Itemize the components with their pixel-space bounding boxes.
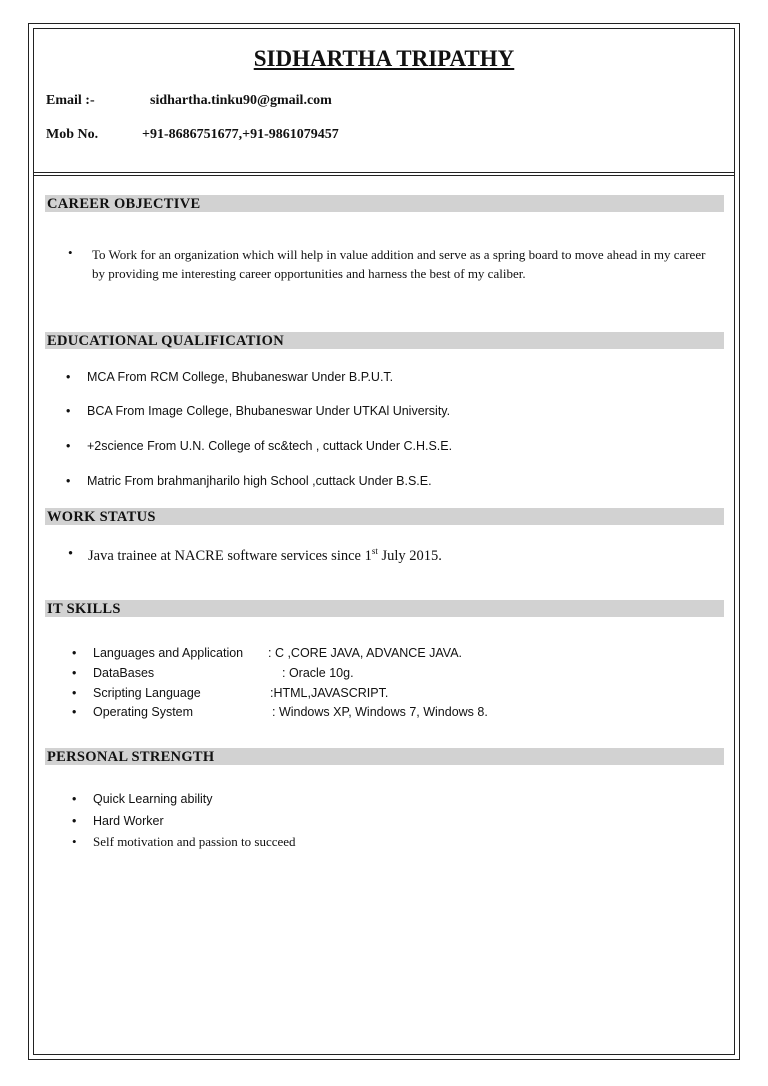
mobile-row: [46, 127, 339, 143]
bullet-icon: •: [68, 245, 73, 260]
skill-name: Scripting Language: [93, 686, 201, 700]
header-divider: [33, 172, 735, 173]
bullet-icon: •: [72, 792, 77, 806]
section-header-work-status: WORK STATUS: [45, 508, 724, 525]
email-row: [46, 93, 332, 109]
skill-value: : Windows XP, Windows 7, Windows 8.: [272, 705, 488, 719]
skill-name: Operating System: [93, 705, 194, 719]
bullet-icon: •: [72, 686, 77, 700]
work-status-text-end: July 2015.: [377, 547, 442, 564]
section-header-it-skills: IT SKILLS: [45, 600, 724, 617]
mobile-value: +91-8686751677,+91-9861079457: [142, 127, 339, 142]
skill-value: :HTML,JAVASCRIPT.: [270, 686, 389, 700]
email-value: sidhartha.tinku90@gmail.com: [150, 93, 332, 108]
career-objective-text: To Work for an organization which will help in value addition and serve as a spring board to move ahead in my career by providing me interesting career opportunities and harness the best of my caliber.: [92, 247, 706, 281]
bullet-icon: •: [72, 814, 77, 828]
section-header-career-objective: CAREER OBJECTIVE: [45, 195, 724, 212]
candidate-name: SIDHARTHA TRIPATHY: [253, 46, 515, 71]
bullet-icon: •: [72, 646, 77, 660]
skill-value: : C ,CORE JAVA, ADVANCE JAVA.: [268, 646, 463, 660]
bullet-icon: •: [72, 705, 77, 719]
bullet-icon: •: [72, 834, 77, 849]
bullet-icon: •: [66, 474, 71, 488]
bullet-icon: •: [66, 404, 71, 418]
bullet-icon: •: [72, 666, 77, 680]
work-status-text: Java trainee at NACRE software services since 1: [88, 547, 372, 564]
bullet-icon: •: [68, 546, 74, 562]
work-status-superscript: st: [371, 546, 378, 556]
skill-value: : Oracle 10g.: [282, 666, 354, 680]
page-border-inner: [33, 28, 735, 1055]
section-header-education: EDUCATIONAL QUALIFICATION: [45, 332, 724, 349]
bullet-icon: •: [66, 370, 71, 384]
section-header-personal-strength: PERSONAL STRENGTH: [45, 748, 724, 765]
email-label: Email :-: [46, 93, 95, 108]
mobile-label: Mob No.: [46, 127, 99, 142]
bullet-icon: •: [66, 439, 71, 453]
skill-name: Languages and Application: [93, 646, 244, 660]
skill-name: DataBases: [93, 666, 155, 680]
header-divider-second: [33, 175, 735, 176]
